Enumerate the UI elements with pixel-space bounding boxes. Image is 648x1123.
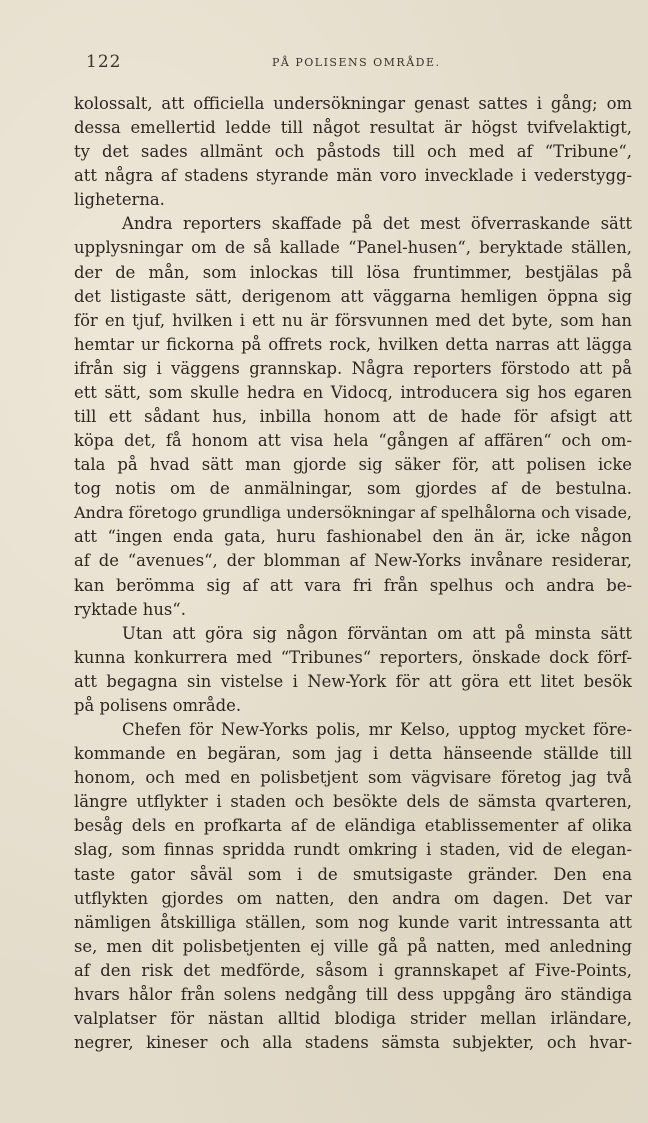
text-line: tog notis om de anmälningar, som gjordes af de bestulna. bbox=[74, 479, 632, 499]
text-line: der de mån, som inlockas till lösa fruntimmer, bestjälas på bbox=[74, 262, 632, 282]
text-line: upplysningar om de så kallade “Panel-husen“, beryktade ställen, bbox=[74, 238, 632, 258]
text-line: Utan att göra sig någon förväntan om att på minsta sätt bbox=[122, 623, 632, 643]
text-line: att begagna sin vistelse i New-York för att göra ett litet besök bbox=[74, 671, 632, 691]
text-line: af den risk det medförde, såsom i grannskapet af Five-Points, bbox=[74, 960, 632, 980]
text-line: kommande en begäran, som jag i detta hänseende ställde till bbox=[74, 744, 632, 764]
text-line: honom, och med en polisbetjent som vägvisare företog jag två bbox=[74, 768, 632, 788]
text-line: besåg dels en profkarta af de eländiga etablissementer af olika bbox=[74, 816, 632, 836]
text-line: Chefen för New-Yorks polis, mr Kelso, upptog mycket före- bbox=[122, 720, 632, 740]
text-line: att några af stadens styrande män voro invecklade i vederstygg- bbox=[74, 166, 632, 186]
text-line: af de “avenues“, der blomman af New-Yorks invånare residerar, bbox=[74, 551, 632, 571]
text-line: kolossalt, att officiella undersökningar genast sattes i gång; om bbox=[74, 94, 632, 113]
text-line: till ett sådant hus, inbilla honom att de hade för afsigt att bbox=[74, 407, 632, 427]
running-head bbox=[86, 52, 632, 76]
text-line: hemtar ur fickorna på offrets rock, hvilken detta narras att lägga bbox=[74, 334, 632, 354]
text-line: på polisens område. bbox=[74, 695, 242, 715]
text-line: slag, som finnas spridda rundt omkring i staden, vid de elegan- bbox=[74, 840, 632, 860]
running-title: PÅ POLISENS OMRÅDE. bbox=[272, 56, 441, 69]
text-line: kunna konkurrera med “Tribunes“ reporters, önskade dock förf- bbox=[74, 647, 632, 667]
text-line: längre utflykter i staden och besökte dels de sämsta qvarteren, bbox=[74, 792, 632, 812]
text-line: se, men dit polisbetjenten ej ville gå på natten, med anledning bbox=[74, 936, 632, 956]
text-line: att “ingen enda gata, huru fashionabel den än är, icke någon bbox=[74, 527, 632, 547]
text-line: ty det sades allmänt och påstods till och med af “Tribune“, bbox=[74, 142, 632, 162]
text-line: taste gator såväl som i de smutsigaste gränder. Den ena bbox=[74, 864, 632, 884]
text-line: ryktade hus“. bbox=[74, 599, 186, 619]
text-line: hvars hålor från solens nedgång till dess uppgång äro ständiga bbox=[74, 984, 632, 1004]
body-text bbox=[74, 92, 632, 1055]
text-line: det listigaste sätt, derigenom att väggarna hemligen öppna sig bbox=[74, 286, 632, 306]
text-line: för en tjuf, hvilken i ett nu är försvunnen med det byte, som han bbox=[74, 310, 632, 330]
text-line: köpa det, få honom att visa hela “gången af affären“ och om- bbox=[74, 431, 632, 451]
text-line: nämligen åtskilliga ställen, som nog kunde varit intressanta att bbox=[74, 912, 632, 932]
page-number: 122 bbox=[86, 52, 122, 72]
text-line: tala på hvad sätt man gjorde sig säker för, att polisen icke bbox=[74, 455, 632, 475]
text-line: ifrån sig i väggens grannskap. Några reporters förstodo att på bbox=[74, 358, 632, 378]
text-line: Andra företogo grundliga undersökningar af spelhålorna och visade, bbox=[74, 503, 632, 523]
text-line: Andra reporters skaffade på det mest öfverraskande sätt bbox=[122, 214, 632, 234]
text-line: negrer, kineser och alla stadens sämsta subjekter, och hvar- bbox=[74, 1033, 632, 1053]
text-line: valplatser för nästan alltid blodiga strider mellan irländare, bbox=[74, 1008, 632, 1028]
text-line: kan berömma sig af att vara fri från spelhus och andra be- bbox=[74, 575, 632, 595]
text-line: dessa emellertid ledde till något resultat är högst tvifvelaktigt, bbox=[74, 118, 632, 138]
text-line: ligheterna. bbox=[74, 190, 165, 210]
text-line: ett sätt, som skulle hedra en Vidocq, introducera sig hos egaren bbox=[74, 382, 632, 402]
text-line: utflykten gjordes om natten, den andra om dagen. Det var bbox=[74, 888, 632, 908]
